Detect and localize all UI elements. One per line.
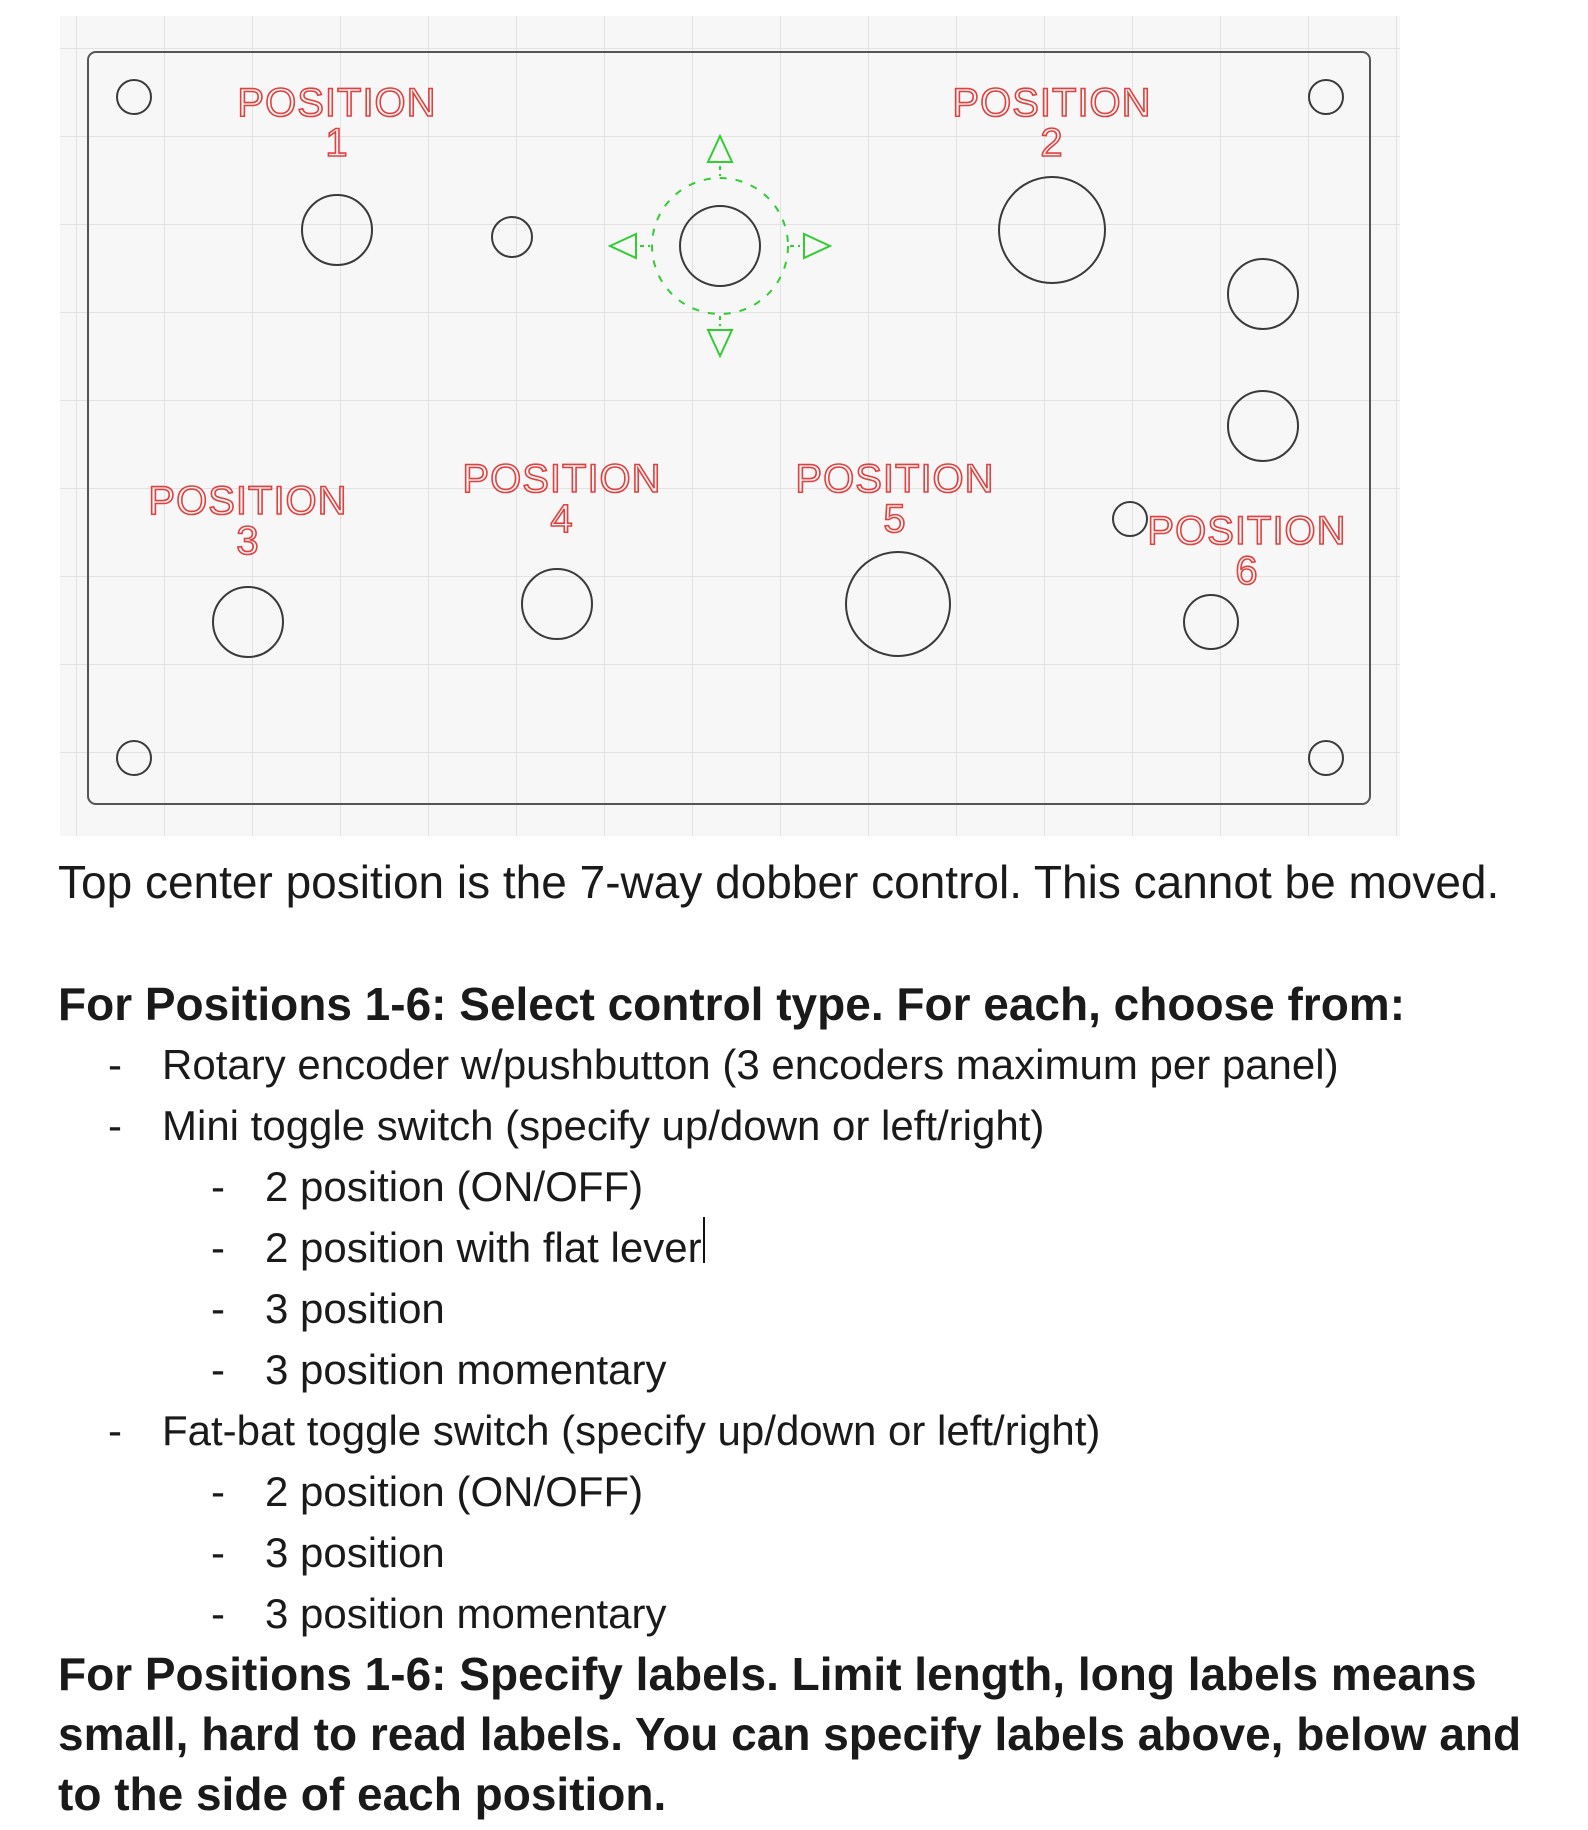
- list-dash: -: [211, 1224, 225, 1271]
- grid-lines: [60, 16, 1400, 836]
- sub-list-item: [58, 1278, 1558, 1339]
- list-item-label: 3 position momentary: [265, 1590, 667, 1637]
- list-item-label: 2 position (ON/OFF): [265, 1468, 644, 1515]
- panel-diagram: [60, 16, 1400, 836]
- list-dash: -: [108, 1041, 122, 1088]
- list-item-label: Fat-bat toggle switch (specify up/down or left/right): [162, 1407, 1101, 1454]
- sub-list-item: [58, 1217, 1558, 1278]
- intro-text: Top center position is the 7-way dobber control. This cannot be moved.: [58, 856, 1500, 908]
- document-body: [58, 852, 1558, 1824]
- list-dash: -: [211, 1285, 225, 1332]
- list-item: [58, 1400, 1558, 1461]
- sub-list-item: [58, 1583, 1558, 1644]
- list-item-label: Mini toggle switch (specify up/down or left/right): [162, 1102, 1045, 1149]
- list-item-label: 2 position with flat lever: [265, 1224, 702, 1271]
- sub-list-item: [58, 1339, 1558, 1400]
- sub-list-item: [58, 1461, 1558, 1522]
- list-item: [58, 1034, 1558, 1095]
- position-label-3: POSITION 3: [148, 479, 348, 563]
- position-label-1: POSITION 1: [237, 81, 437, 165]
- sub-list-item: [58, 1156, 1558, 1217]
- position-label-4: POSITION 4: [462, 457, 662, 541]
- list-dash: -: [211, 1590, 225, 1637]
- list-item-label: 3 position momentary: [265, 1346, 667, 1393]
- list-dash: -: [108, 1407, 122, 1454]
- list-item-label: 3 position: [265, 1285, 445, 1332]
- position-label-2: POSITION 2: [952, 81, 1152, 165]
- position-label-6: POSITION 6: [1147, 509, 1347, 593]
- list-item: [58, 1095, 1558, 1156]
- list-dash: -: [211, 1529, 225, 1576]
- control-type-heading: For Positions 1-6: Select control type. For each, choose from:: [58, 978, 1406, 1030]
- labels-note-line-3: to the side of each position.: [58, 1768, 667, 1820]
- list-dash: -: [108, 1102, 122, 1149]
- list-dash: -: [211, 1346, 225, 1393]
- list-dash: -: [211, 1163, 225, 1210]
- list-item-label: Rotary encoder w/pushbutton (3 encoders maximum per panel): [162, 1041, 1339, 1088]
- labels-note-line-1: For Positions 1-6: Specify labels. Limit length, long labels means: [58, 1648, 1477, 1700]
- blank-line: [58, 912, 1558, 974]
- list-item-label: 2 position (ON/OFF): [265, 1163, 644, 1210]
- sub-list-item: [58, 1522, 1558, 1583]
- position-label-5: POSITION 5: [795, 457, 995, 541]
- text-cursor: [703, 1217, 705, 1263]
- list-dash: -: [211, 1468, 225, 1515]
- labels-note-line-2: small, hard to read labels. You can specify labels above, below and: [58, 1708, 1522, 1760]
- list-item-label: 3 position: [265, 1529, 445, 1576]
